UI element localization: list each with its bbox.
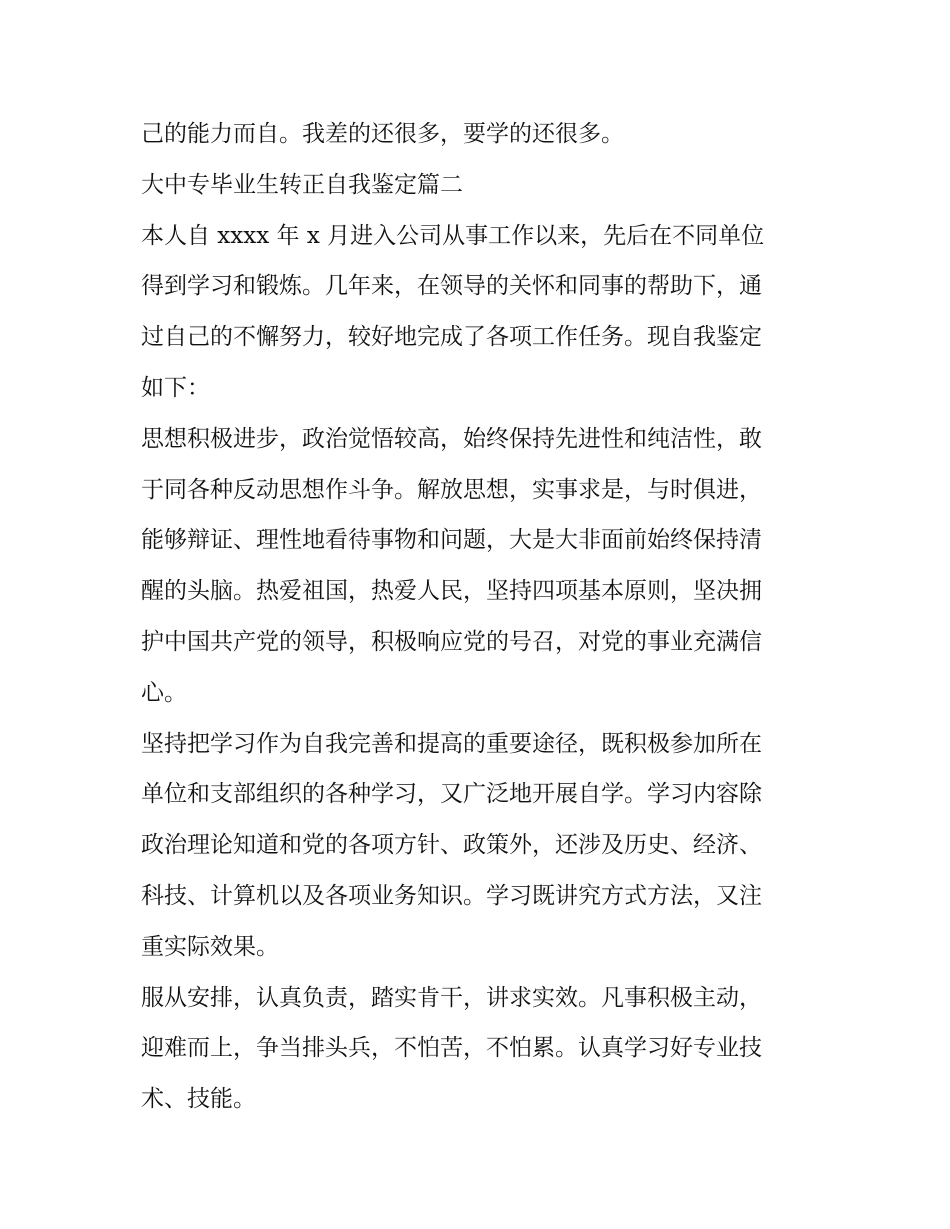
- text-line: 过自己的不懈努力，较好地完成了各项工作任务。现自我鉴定: [141, 324, 762, 351]
- text-line: 己的能力而自。我差的还很多，要学的还很多。: [141, 121, 624, 147]
- text-line: 迎难而上，争当排头兵，不怕苦，不怕累。认真学习好专业技: [141, 1035, 762, 1062]
- text-line: 政治理论知道和党的各项方针、政策外，还涉及历史、经济、: [141, 832, 762, 859]
- text-line: 醒的头脑。热爱祖国，热爱人民，坚持四项基本原则，坚决拥: [141, 578, 762, 605]
- text-line: 思想积极进步，政治觉悟较高，始终保持先进性和纯洁性，敢: [141, 425, 762, 452]
- text-line: 服从安排，认真负责，踏实肯干，讲求实效。凡事积极主动，: [141, 984, 762, 1011]
- text-line: 坚持把学习作为自我完善和提高的重要途径，既积极参加所在: [141, 730, 762, 757]
- text-line: 心。: [141, 679, 187, 706]
- text-line: 得到学习和锻炼。几年来，在领导的关怀和同事的帮助下，通: [141, 273, 762, 300]
- text-line: 术、技能。: [141, 1086, 256, 1113]
- text-line: 护中国共产党的领导，积极响应党的号召，对党的事业充满信: [141, 628, 762, 655]
- text-line: 单位和支部组织的各种学习，又广泛地开展自学。学习内容除: [141, 781, 762, 808]
- text-line: 本人自 xxxx 年 x 月进入公司从事工作以来，先后在不同单位: [141, 222, 765, 249]
- text-line: 重实际效果。: [141, 933, 279, 960]
- text-line: 能够辩证、理性地看待事物和问题，大是大非面前始终保持清: [141, 527, 762, 554]
- document-body: [141, 109, 821, 1125]
- text-line: 于同各种反动思想作斗争。解放思想，实事求是，与时俱进，: [141, 476, 762, 503]
- text-line: 科技、计算机以及各项业务知识。学习既讲究方式方法，又注: [141, 882, 762, 909]
- text-line: 如下：: [141, 374, 210, 401]
- section-heading: 大中专毕业生转正自我鉴定篇二: [141, 171, 463, 198]
